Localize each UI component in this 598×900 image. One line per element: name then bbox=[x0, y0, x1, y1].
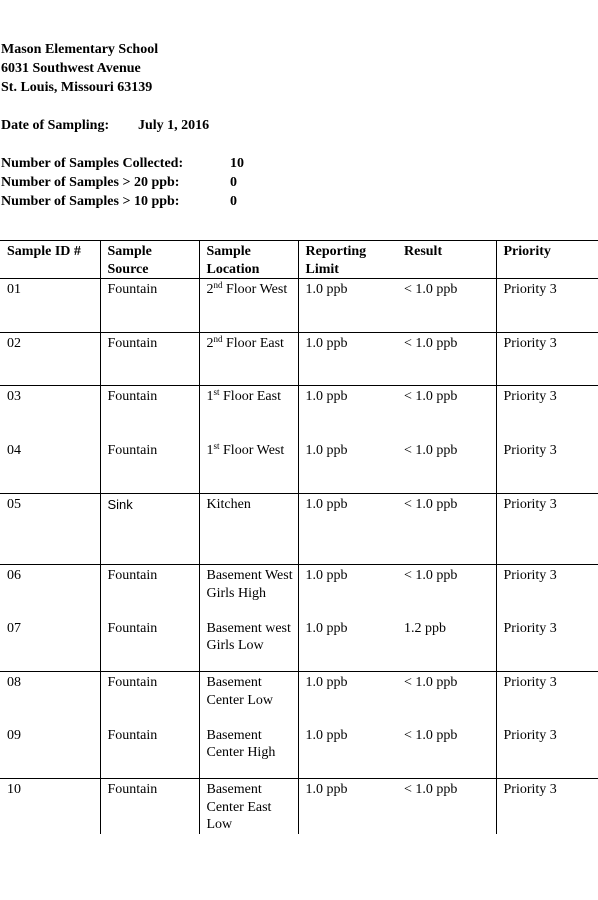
cell-reporting-limit: 1.0 ppb bbox=[298, 386, 397, 440]
cell-sample-source: Fountain bbox=[100, 440, 199, 494]
cell-sample-location: Basement Center High bbox=[199, 725, 298, 779]
table-row bbox=[0, 618, 598, 672]
cell-sample-source: Fountain bbox=[100, 672, 199, 725]
samples-over-10-label: Number of Samples > 10 ppb: bbox=[1, 194, 180, 209]
cell-sample-id: 01 bbox=[7, 282, 21, 297]
table-row bbox=[0, 333, 598, 386]
cell-sample-source: Fountain bbox=[100, 333, 199, 386]
cell-sample-location: 1st Floor East bbox=[199, 386, 298, 440]
cell-sample-location: Basement Center East Low bbox=[199, 779, 298, 834]
sample-results-table bbox=[0, 240, 598, 834]
samples-over-20-label: Number of Samples > 20 ppb: bbox=[1, 175, 180, 190]
header-sample-location: Sample Location bbox=[199, 241, 298, 279]
cell-sample-source: Fountain bbox=[100, 386, 199, 440]
cell-sample-source: Fountain bbox=[100, 779, 199, 834]
cell-sample-id: 09 bbox=[7, 727, 21, 743]
cell-sample-id: 05 bbox=[0, 494, 100, 565]
cell-priority: Priority 3 bbox=[496, 779, 598, 834]
cell-result: < 1.0 ppb bbox=[397, 779, 496, 834]
cell-sample-source: Fountain bbox=[100, 565, 199, 618]
cell-sample-id: 03 bbox=[0, 386, 100, 440]
table-row bbox=[0, 386, 598, 440]
school-name: Mason Elementary School bbox=[1, 42, 159, 57]
cell-sample-source: Fountain bbox=[100, 725, 199, 779]
samples-over-10-value: 0 bbox=[230, 194, 237, 209]
cell-sample-location: Basement West Girls High bbox=[199, 565, 298, 618]
cell-result: < 1.0 ppb bbox=[404, 727, 458, 743]
table-header-row bbox=[0, 241, 598, 279]
cell-reporting-limit: 1.0 ppb bbox=[298, 279, 397, 333]
cell-priority: Priority 3 bbox=[496, 618, 598, 672]
cell-result: < 1.0 ppb bbox=[404, 442, 458, 458]
cell-reporting-limit: 1.0 ppb bbox=[298, 618, 397, 672]
header-reporting-limit: Reporting Limit bbox=[298, 241, 397, 279]
cell-priority: Priority 3 bbox=[496, 440, 598, 494]
cell-result: < 1.0 ppb bbox=[397, 333, 496, 386]
cell-reporting-limit: 1.0 ppb bbox=[298, 440, 397, 494]
cell-reporting-limit: 1.0 ppb bbox=[298, 565, 397, 618]
address-line-1: 6031 Southwest Avenue bbox=[1, 61, 141, 76]
address-line-2: St. Louis, Missouri 63139 bbox=[1, 80, 153, 95]
samples-collected-label: Number of Samples Collected: bbox=[1, 156, 184, 171]
table-row bbox=[0, 725, 598, 779]
header-sample-source: Sample Source bbox=[100, 241, 199, 279]
cell-sample-location: Basement west Girls Low bbox=[199, 618, 298, 672]
cell-sample-id: 10 bbox=[0, 779, 100, 834]
cell-sample-id: 07 bbox=[7, 620, 21, 636]
header-sample-id: Sample ID # bbox=[0, 241, 100, 279]
header-priority: Priority bbox=[496, 241, 598, 279]
sampling-date-value: July 1, 2016 bbox=[138, 118, 210, 133]
table-row bbox=[0, 779, 598, 834]
cell-sample-source: Fountain bbox=[100, 618, 199, 672]
cell-sample-location: Kitchen bbox=[199, 494, 298, 565]
cell-reporting-limit: 1.0 ppb bbox=[298, 779, 397, 834]
cell-reporting-limit: 1.0 ppb bbox=[298, 494, 397, 565]
cell-sample-source: Fountain bbox=[100, 279, 199, 333]
cell-result: < 1.0 ppb bbox=[397, 565, 496, 618]
cell-sample-id: 06 bbox=[0, 565, 100, 618]
header-result: Result bbox=[397, 241, 496, 279]
cell-result: < 1.0 ppb bbox=[397, 494, 496, 565]
cell-sample-id: 04 bbox=[7, 442, 21, 458]
cell-priority: Priority 3 bbox=[496, 279, 598, 333]
cell-sample-source: Sink bbox=[100, 494, 199, 565]
cell-sample-location: Basement Center Low bbox=[199, 672, 298, 725]
samples-over-20-value: 0 bbox=[230, 175, 237, 190]
table-row bbox=[0, 440, 598, 494]
cell-priority: Priority 3 bbox=[496, 565, 598, 618]
cell-sample-location: 2nd Floor West bbox=[199, 279, 298, 333]
cell-priority: Priority 3 bbox=[496, 386, 598, 440]
cell-reporting-limit: 1.0 ppb bbox=[298, 672, 397, 725]
cell-priority: Priority 3 bbox=[496, 494, 598, 565]
cell-sample-location: 2nd Floor East bbox=[199, 333, 298, 386]
cell-sample-id: 08 bbox=[0, 672, 100, 725]
cell-result: < 1.0 ppb bbox=[397, 672, 496, 725]
samples-collected-value: 10 bbox=[230, 156, 244, 171]
cell-reporting-limit: 1.0 ppb bbox=[298, 725, 397, 779]
cell-sample-id: 02 bbox=[0, 333, 100, 386]
sampling-date-label: Date of Sampling: bbox=[1, 118, 110, 133]
cell-priority: Priority 3 bbox=[496, 672, 598, 725]
cell-reporting-limit: 1.0 ppb bbox=[298, 333, 397, 386]
table-row bbox=[0, 672, 598, 725]
table-row bbox=[0, 494, 598, 565]
cell-priority: Priority 3 bbox=[496, 725, 598, 779]
cell-priority: Priority 3 bbox=[496, 333, 598, 386]
cell-result: < 1.0 ppb bbox=[404, 282, 458, 297]
cell-result: < 1.0 ppb bbox=[397, 386, 496, 440]
table-row bbox=[0, 565, 598, 618]
cell-result: 1.2 ppb bbox=[404, 620, 446, 636]
cell-sample-location: 1st Floor West bbox=[199, 440, 298, 494]
table-row bbox=[0, 279, 598, 333]
